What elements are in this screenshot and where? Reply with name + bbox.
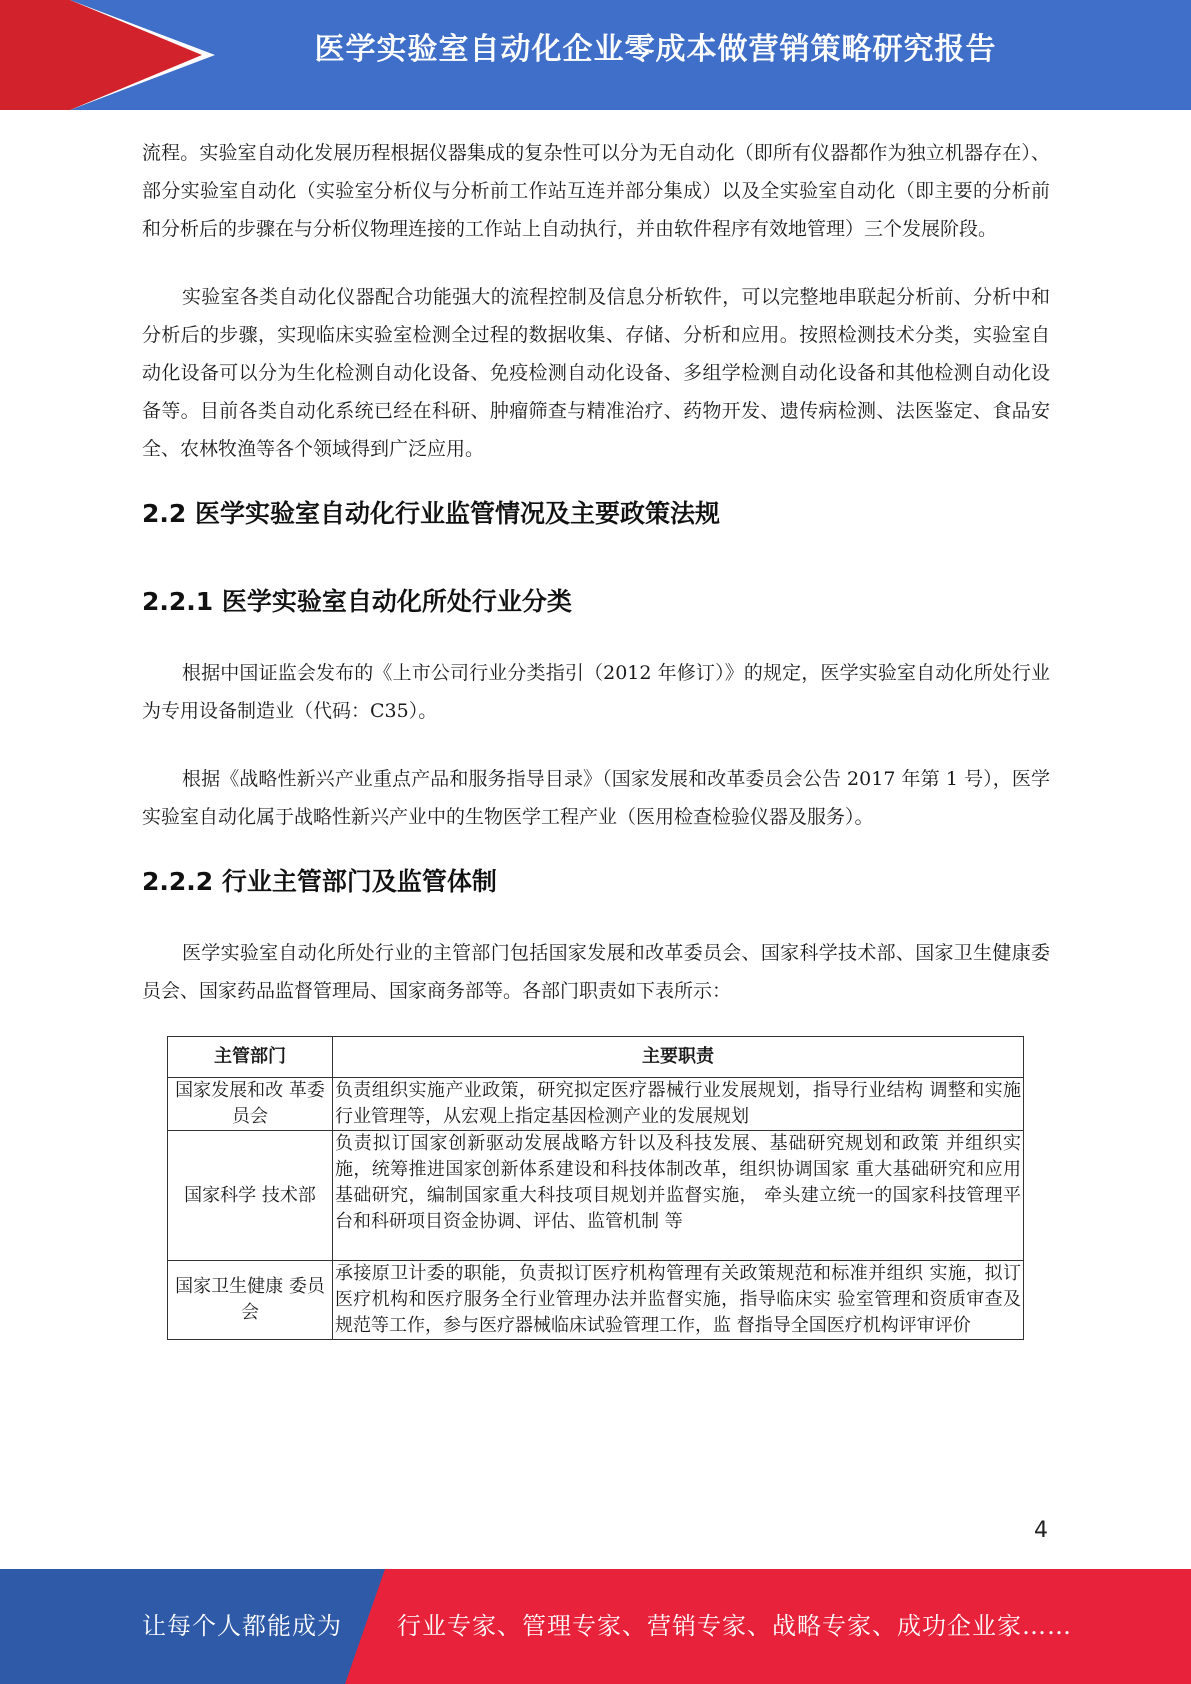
duty-cell: 负责组织实施产业政策，研究拟定医疗器械行业发展规划，指导行业结构 调整和实施行业管理等，从宏观上指定基因检测产业的发展规划 xyxy=(333,1078,1024,1131)
department-cell: 国家卫生健康 委员会 xyxy=(168,1261,333,1340)
report-title: 医学实验室自动化企业零成本做营销策略研究报告 xyxy=(314,32,997,67)
paragraph-4: 根据《战略性新兴产业重点产品和服务指导目录》（国家发展和改革委员会公告 2017 年第 1 号），医学实验室自动化属于战略性新兴产业中的生物医学工程产业（医用检查检验仪器及服务）。 xyxy=(142,768,1050,828)
department-duty-table xyxy=(167,1036,1024,1340)
table-row xyxy=(168,1131,1024,1261)
paragraph-2: 实验室各类自动化仪器配合功能强大的流程控制及信息分析软件，可以完整地串联起分析前、分析中和分析后的步骤，实现临床实验室检测全过程的数据收集、存储、分析和应用。按照检测技术分类，实验室自动化设备可以分为生化检测自动化设备、免疫检测自动化设备、多组学检测自动化设备和其他检测自动化设备等。目前各类自动化系统已经在科研、肿瘤筛查与精准治疗、药物开发、遗传病检测、法医鉴定、食品安全、农林牧渔等各个领域得到广泛应用。 xyxy=(142,286,1050,460)
paragraph-1: 流程。实验室自动化发展历程根据仪器集成的复杂性可以分为无自动化（即所有仪器都作为独立机器存在）、部分实验室自动化（实验室分析仪与分析前工作站互连并部分集成）以及全实验室自动化（即主要的分析前和分析后的步骤在与分析仪物理连接的工作站上自动执行，并由软件程序有效地管理）三个发展阶段。 xyxy=(142,142,1050,240)
footer-slogan-right: 行业专家、管理专家、营销专家、战略专家、成功企业家…… xyxy=(397,1612,1072,1640)
footer-slogan-left: 让每个人都能成为 xyxy=(142,1612,342,1640)
paragraph-3: 根据中国证监会发布的《上市公司行业分类指引（2012 年修订）》的规定，医学实验室自动化所处行业为专用设备制造业（代码：C35）。 xyxy=(142,662,1050,722)
column-header-duty: 主要职责 xyxy=(333,1037,1024,1078)
department-cell: 国家发展和改 革委员会 xyxy=(168,1078,333,1131)
section-heading-2-2: 2.2 医学实验室自动化行业监管情况及主要政策法规 xyxy=(142,499,720,528)
section-heading-2-2-1: 2.2.1 医学实验室自动化所处行业分类 xyxy=(142,587,572,616)
paragraph-5: 医学实验室自动化所处行业的主管部门包括国家发展和改革委员会、国家科学技术部、国家卫生健康委员会、国家药品监督管理局、国家商务部等。各部门职责如下表所示： xyxy=(142,942,1050,1002)
table-row xyxy=(168,1261,1024,1340)
duty-cell: 负责拟订国家创新驱动发展战略方针以及科技发展、基础研究规划和政策 并组织实施，统筹推进国家创新体系建设和科技体制改革，组织协调国家 重大基础研究和应用基础研究，编制国家重大科技项目规划并监督实施， 牵头建立统一的国家科技管理平台和科研项目资金协调、评估、监管机制 等 xyxy=(333,1131,1024,1261)
section-heading-2-2-2: 2.2.2 行业主管部门及监管体制 xyxy=(142,867,497,896)
header-red-block xyxy=(0,0,70,110)
main-content xyxy=(142,134,1050,1340)
page-number: 4 xyxy=(1034,1518,1048,1543)
duty-cell: 承接原卫计委的职能，负责拟订医疗机构管理有关政策规范和标准并组织 实施，拟订医疗机构和医疗服务全行业管理办法并监督实施，指导临床实 验室管理和资质审查及规范等工作，参与医疗器械临床试验管理工作，监 督指导全国医疗机构评审评价 xyxy=(333,1261,1024,1340)
table-row xyxy=(168,1078,1024,1131)
page-header xyxy=(0,0,1191,110)
column-header-department: 主管部门 xyxy=(168,1037,333,1078)
page-footer xyxy=(0,1569,1191,1684)
table-header-row xyxy=(168,1037,1024,1078)
department-cell: 国家科学 技术部 xyxy=(168,1131,333,1261)
